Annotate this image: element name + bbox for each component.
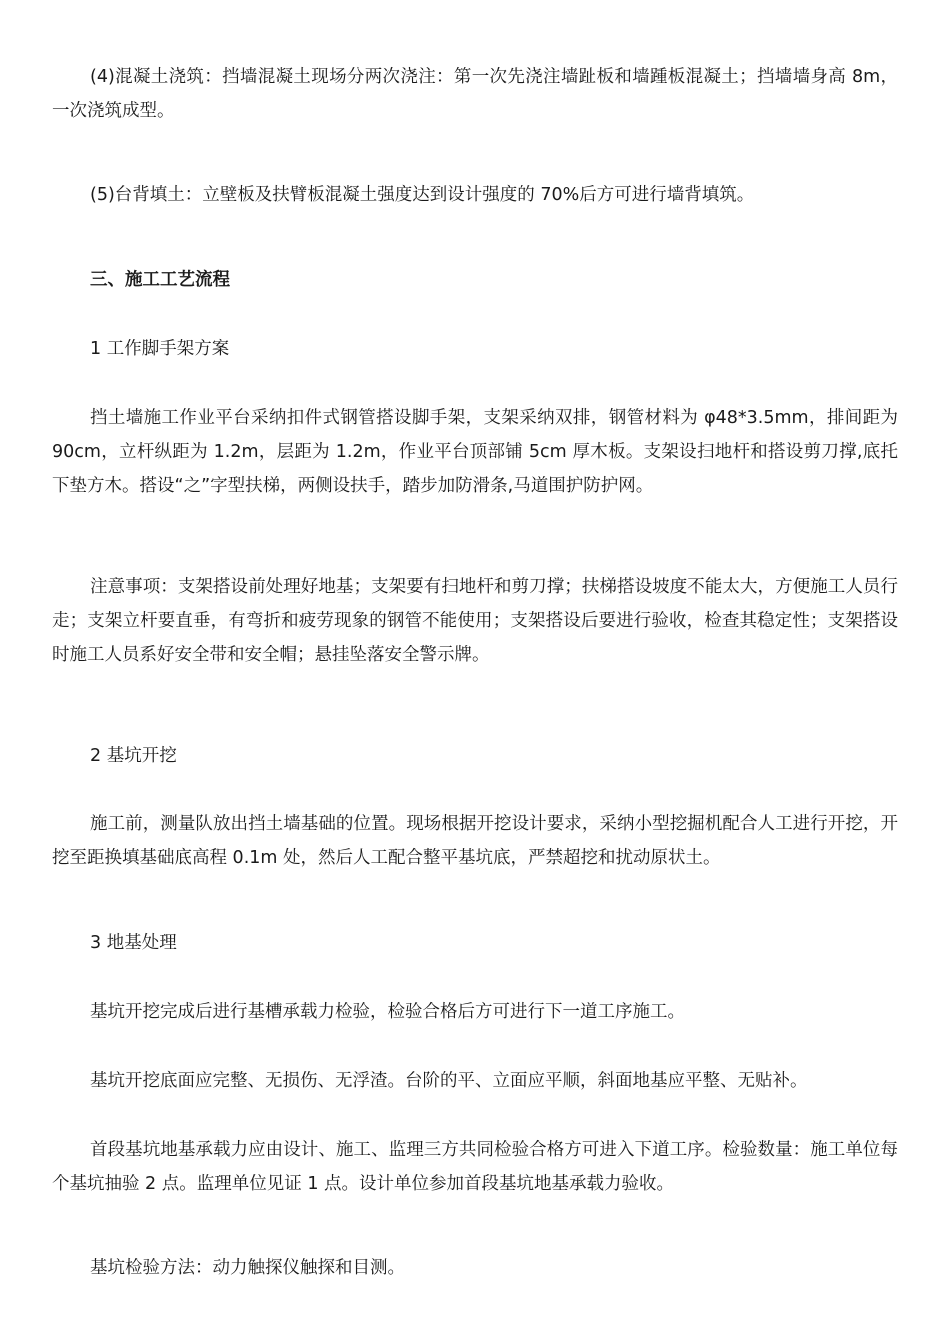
subheading-pit-excavation: 2 基坑开挖 — [90, 746, 177, 766]
paragraph-scaffold-description: 挡土墙施工作业平台采纳扣件式钢管搭设脚手架，支架采纳双排，钢管材料为 φ48*3.5mm，排间距为 90cm，立杆纵距为 1.2m，层距为 1.2m，作业平台顶部铺 5cm 厚木板。支架设扫地杆和搭设剪刀撑,底托下垫方木。搭设“之”字型扶梯，两侧设扶手，踏步加防滑条,马道围护防护网。 — [52, 408, 898, 496]
paragraph-bearing-capacity-check: 基坑开挖完成后进行基槽承载力检验，检验合格后方可进行下一道工序施工。 — [90, 1002, 685, 1022]
paragraph-pit-surface-requirements: 基坑开挖底面应完整、无损伤、无浮渣。台阶的平、立面应平顺，斜面地基应平整、无贴补。 — [90, 1071, 808, 1091]
subheading-foundation-treatment: 3 地基处理 — [90, 933, 177, 953]
paragraph-scaffold-precautions: 注意事项：支架搭设前处理好地基；支架要有扫地杆和剪刀撑；扶梯搭设坡度不能太大，方便施工人员行走；支架立杆要直垂，有弯折和疲劳现象的钢管不能使用；支架搭设后要进行验收，检查其稳定性；支架搭设时施工人员系好安全带和安全帽；悬挂坠落安全警示牌。 — [52, 577, 898, 665]
subheading-scaffold-plan: 1 工作脚手架方案 — [90, 339, 230, 359]
paragraph-concrete-pouring: (4)混凝土浇筑：挡墙混凝土现场分两次浇注：第一次先浇注墙趾板和墙踵板混凝土；挡墙墙身高 8m，一次浇筑成型。 — [52, 67, 898, 121]
paragraph-inspection-method: 基坑检验方法：动力触探仪触探和目测。 — [90, 1258, 405, 1278]
section-heading-process-flow: 三、施工工艺流程 — [90, 270, 230, 290]
paragraph-first-section-inspection: 首段基坑地基承载力应由设计、施工、监理三方共同检验合格方可进入下道工序。检验数量：施工单位每个基坑抽验 2 点。监理单位见证 1 点。设计单位参加首段基坑地基承载力验收。 — [52, 1140, 898, 1194]
paragraph-excavation-description: 施工前，测量队放出挡土墙基础的位置。现场根据开挖设计要求，采纳小型挖掘机配合人工进行开挖，开挖至距换填基础底高程 0.1m 处，然后人工配合整平基坑底，严禁超挖和扰动原状土。 — [52, 814, 898, 868]
paragraph-backfill: (5)台背填土：立壁板及扶臂板混凝土强度达到设计强度的 70%后方可进行墙背填筑。 — [90, 185, 755, 205]
